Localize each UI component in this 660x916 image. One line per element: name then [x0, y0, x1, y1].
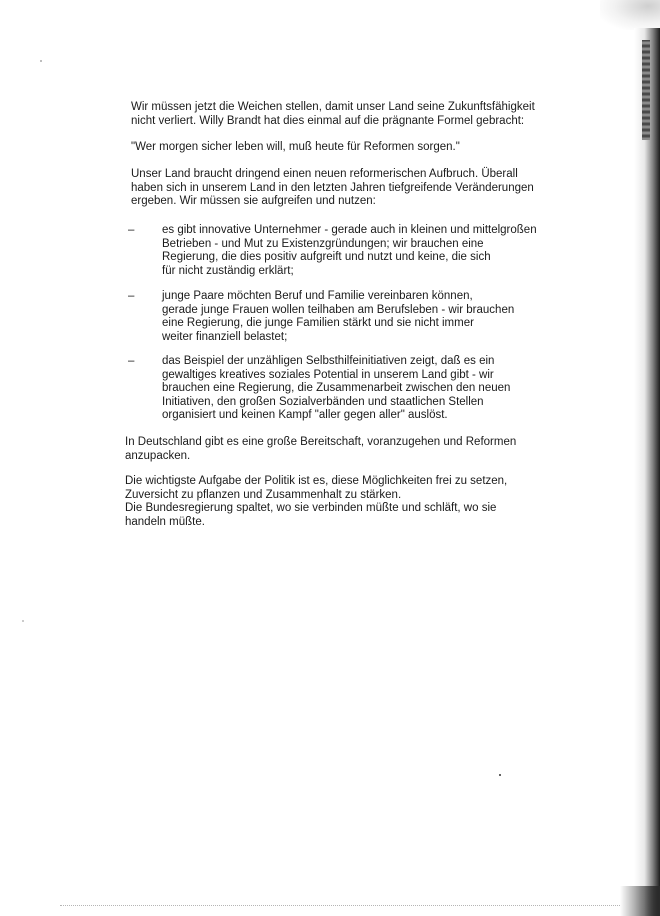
scan-corner-shadow-top: [600, 0, 660, 30]
bullet-dash: –: [128, 290, 135, 302]
bullet-text: es gibt innovative Unternehmer - gerade auch in kleinen und mittelgroßen Betrieben - und Mut zu Existenzgründungen; wir brauchen eine Regierung, die dies positiv aufgreift und nutzt und keine, die sich für nicht zuständig erklärt;: [162, 224, 537, 277]
scan-edge-binding-strip: [642, 40, 650, 140]
need-paragraph: Unser Land braucht dringend einen neuen reformerischen Aufbruch. Überall haben sich in unserem Land in den letzten Jahren tiefgreifende Veränderungen ergeben. Wir müssen sie aufgreifen und nutzen:: [131, 168, 534, 208]
scan-edge-shadow-right: [634, 28, 660, 916]
scan-bottom-noise-line: [60, 904, 620, 906]
bullet-dash: –: [128, 355, 135, 367]
scan-speck: [499, 774, 501, 776]
bullet-dash: –: [128, 224, 135, 236]
scan-speck: [40, 60, 42, 62]
intro-paragraph: Wir müssen jetzt die Weichen stellen, damit unser Land seine Zukunftsfähigkeit nicht verliert. Willy Brandt hat dies einmal auf die prägnante Formel gebracht:: [131, 101, 535, 127]
readiness-paragraph: In Deutschland gibt es eine große Bereitschaft, voranzugehen und Reformen anzupacken.: [125, 436, 517, 462]
quote-paragraph: "Wer morgen sicher leben will, muß heute für Reformen sorgen.": [131, 141, 460, 153]
scan-corner-shadow-bottom: [620, 886, 660, 916]
scan-speck: [22, 620, 24, 622]
bullet-text: das Beispiel der unzähligen Selbsthilfeinitiativen zeigt, daß es ein gewaltiges kreatives soziales Potential in unserem Land gibt - wir brauchen eine Regierung, die Zusammenarbeit zwischen den neuen Initiativen, den großen Sozialverbänden und staatlichen Stellen organisiert und keinen Kampf "aller gegen aller" auslöst.: [162, 355, 511, 422]
task-paragraph: Die wichtigste Aufgabe der Politik ist es, diese Möglichkeiten frei zu setzen, Zuversicht zu pflanzen und Zusammenhalt zu stärken. Die Bundesregierung spaltet, wo sie verbinden müßte und schläft, wo sie handeln müßte.: [125, 475, 508, 528]
bullet-text: junge Paare möchten Beruf und Familie vereinbaren können, gerade junge Frauen wollen teilhaben am Berufsleben - wir brauchen eine Regierung, die junge Familien stärkt und sie nicht immer weiter finanziell belastet;: [162, 290, 515, 343]
